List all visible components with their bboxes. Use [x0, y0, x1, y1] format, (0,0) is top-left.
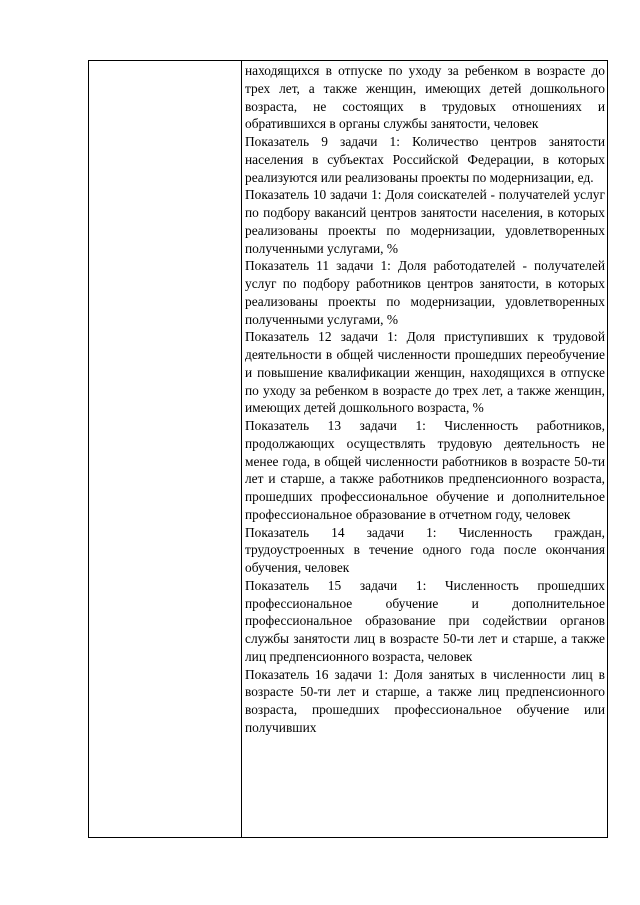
indicator-paragraph: Показатель 12 задачи 1: Доля приступивших к трудовой деятельности в общей численности прошедших переобучение и повышение квалификации женщин, находящихся в отпуске по уходу за ребенком в возрасте до трех лет, а также женщин, имеющих детей дошкольного возраста, % [245, 329, 605, 416]
indicator-paragraph: Показатель 9 задачи 1: Количество центров занятости населения в субъектах Российской Федерации, в которых реализуются или реализованы проекты по модернизации, ед. [245, 134, 605, 185]
indicator-paragraph: Показатель 16 задачи 1: Доля занятых в численности лиц в возрасте 50-ти лет и старше, а также лиц предпенсионного возраста, прошедших профессиональное обучение или получивших [245, 666, 605, 735]
indicator-paragraph: находящихся в отпуске по уходу за ребенком в возрасте до трех лет, а также женщин, имеющих детей дошкольного возраста, не состоящих в трудовых отношениях и обратившихся в органы службы занятости, человек [245, 63, 605, 132]
indicator-paragraph: Показатель 14 задачи 1: Численность граждан, трудоустроенных в течение одного года после окончания обучения, человек [245, 524, 605, 575]
indicator-paragraph: Показатель 10 задачи 1: Доля соискателей - получателей услуг по подбору вакансий центров занятости населения, в которых реализованы проекты по модернизации, удовлетворенных полученными услугами, % [245, 187, 605, 256]
indicator-paragraph: Показатель 15 задачи 1: Численность прошедших профессиональное обучение и дополнительное профессиональное образование при содействии органов службы занятости лиц в возрасте 50-ти лет и старше, а также лиц предпенсионного возраста, человек [245, 577, 605, 664]
right-cell [242, 61, 607, 837]
indicator-paragraph: Показатель 13 задачи 1: Численность работников, продолжающих осуществлять трудовую деятельность не менее года, в общей численности работников в возрасте 50-ти лет и старше, а также работников предпенсионного возраста, прошедших профессиональное обучение и дополнительное профессиональное образование в отчетном году, человек [245, 418, 605, 522]
indicator-paragraph: Показатель 11 задачи 1: Доля работодателей - получателей услуг по подбору работников центров занятости, в которых реализованы проекты по модернизации, удовлетворенных полученными услугами, % [245, 258, 605, 327]
left-cell [89, 61, 242, 837]
document-table [88, 60, 608, 838]
